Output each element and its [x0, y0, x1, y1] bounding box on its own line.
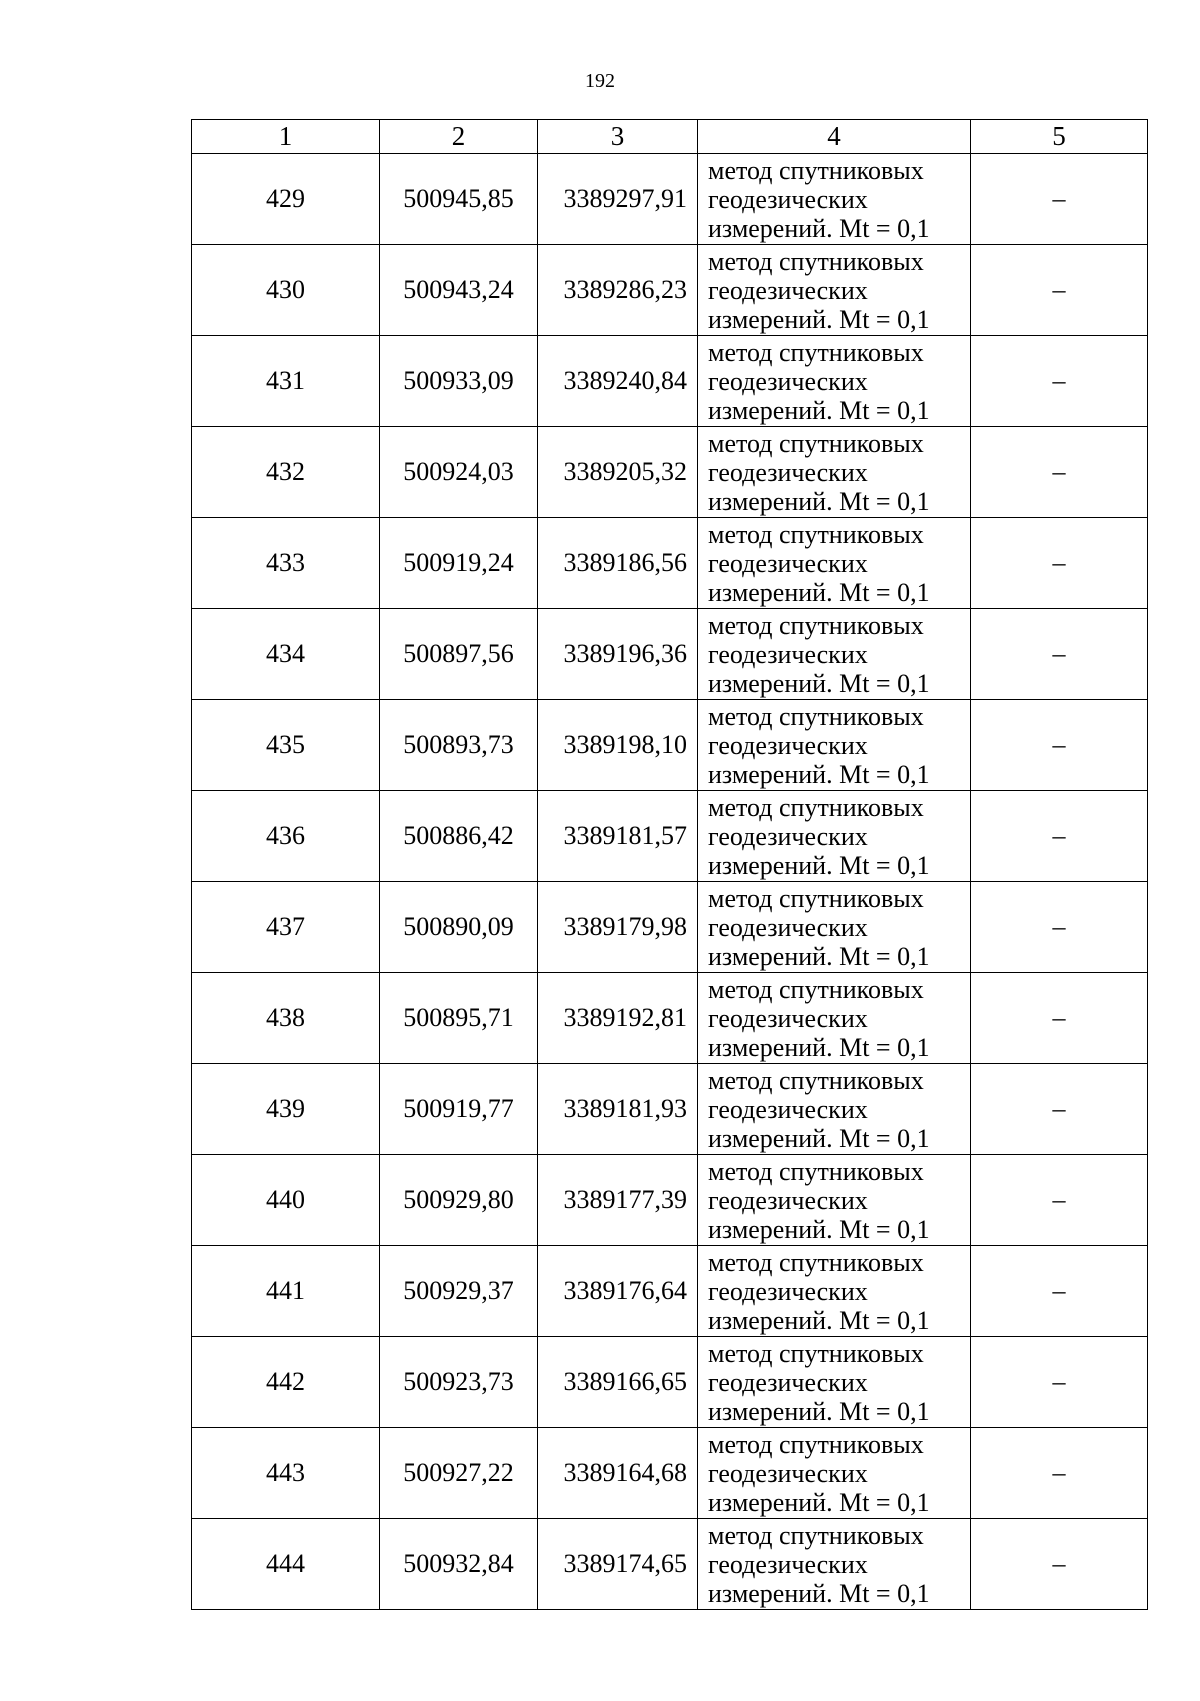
table-row — [192, 609, 1148, 700]
method-cell — [698, 791, 971, 882]
table-row — [192, 1337, 1148, 1428]
method-line: геодезических — [708, 912, 868, 942]
column-header-4: 4 — [698, 120, 971, 154]
method-cell — [698, 427, 971, 518]
method-line: измерений. Mt = 0,1 — [708, 213, 930, 243]
table-row — [192, 791, 1148, 882]
y-coordinate-cell: 3389166,65 — [538, 1337, 698, 1428]
point-number-cell: 432 — [192, 427, 380, 518]
method-line: геодезических — [708, 548, 868, 578]
method-line: метод спутниковых — [708, 883, 924, 913]
point-number-cell: 437 — [192, 882, 380, 973]
note-cell: – — [971, 1064, 1148, 1155]
method-line: геодезических — [708, 366, 868, 396]
x-coordinate-cell: 500886,42 — [380, 791, 538, 882]
point-number-cell: 441 — [192, 1246, 380, 1337]
point-number-cell: 443 — [192, 1428, 380, 1519]
x-coordinate-cell: 500919,77 — [380, 1064, 538, 1155]
y-coordinate-cell: 3389164,68 — [538, 1428, 698, 1519]
note-cell: – — [971, 882, 1148, 973]
method-line: геодезических — [708, 639, 868, 669]
method-cell — [698, 245, 971, 336]
note-cell: – — [971, 1246, 1148, 1337]
x-coordinate-cell: 500933,09 — [380, 336, 538, 427]
method-cell — [698, 1064, 971, 1155]
x-coordinate-cell: 500929,37 — [380, 1246, 538, 1337]
note-cell: – — [971, 1155, 1148, 1246]
method-line: измерений. Mt = 0,1 — [708, 395, 930, 425]
point-number-cell: 430 — [192, 245, 380, 336]
method-cell — [698, 973, 971, 1064]
point-number-cell: 435 — [192, 700, 380, 791]
method-line: геодезических — [708, 821, 868, 851]
x-coordinate-cell: 500923,73 — [380, 1337, 538, 1428]
x-coordinate-cell: 500919,24 — [380, 518, 538, 609]
method-line: метод спутниковых — [708, 974, 924, 1004]
table-row — [192, 154, 1148, 245]
method-cell — [698, 609, 971, 700]
x-coordinate-cell: 500893,73 — [380, 700, 538, 791]
point-number-cell: 433 — [192, 518, 380, 609]
point-number-cell: 439 — [192, 1064, 380, 1155]
y-coordinate-cell: 3389181,57 — [538, 791, 698, 882]
table-header-row — [192, 120, 1148, 154]
note-cell: – — [971, 973, 1148, 1064]
y-coordinate-cell: 3389297,91 — [538, 154, 698, 245]
note-cell: – — [971, 245, 1148, 336]
note-cell: – — [971, 1337, 1148, 1428]
column-header-1: 1 — [192, 120, 380, 154]
point-number-cell: 429 — [192, 154, 380, 245]
method-line: метод спутниковых — [708, 792, 924, 822]
y-coordinate-cell: 3389198,10 — [538, 700, 698, 791]
method-cell — [698, 1337, 971, 1428]
x-coordinate-cell: 500897,56 — [380, 609, 538, 700]
method-line: измерений. Mt = 0,1 — [708, 1487, 930, 1517]
point-number-cell: 440 — [192, 1155, 380, 1246]
method-line: геодезических — [708, 1185, 868, 1215]
x-coordinate-cell: 500932,84 — [380, 1519, 538, 1610]
point-number-cell: 431 — [192, 336, 380, 427]
method-line: измерений. Mt = 0,1 — [708, 486, 930, 516]
method-cell — [698, 1428, 971, 1519]
table-row — [192, 973, 1148, 1064]
method-line: измерений. Mt = 0,1 — [708, 1396, 930, 1426]
method-line: метод спутниковых — [708, 155, 924, 185]
table-row — [192, 336, 1148, 427]
page-number: 192 — [585, 70, 615, 92]
method-cell — [698, 154, 971, 245]
note-cell: – — [971, 518, 1148, 609]
point-number-cell: 438 — [192, 973, 380, 1064]
method-line: измерений. Mt = 0,1 — [708, 1123, 930, 1153]
method-line: метод спутниковых — [708, 519, 924, 549]
note-cell: – — [971, 1519, 1148, 1610]
column-header-3: 3 — [538, 120, 698, 154]
y-coordinate-cell: 3389181,93 — [538, 1064, 698, 1155]
y-coordinate-cell: 3389176,64 — [538, 1246, 698, 1337]
y-coordinate-cell: 3389196,36 — [538, 609, 698, 700]
method-line: измерений. Mt = 0,1 — [708, 941, 930, 971]
method-cell — [698, 1155, 971, 1246]
method-cell — [698, 1519, 971, 1610]
column-header-2: 2 — [380, 120, 538, 154]
method-line: метод спутниковых — [708, 428, 924, 458]
method-line: геодезических — [708, 730, 868, 760]
y-coordinate-cell: 3389240,84 — [538, 336, 698, 427]
method-cell — [698, 882, 971, 973]
point-number-cell: 434 — [192, 609, 380, 700]
method-line: геодезических — [708, 1367, 868, 1397]
y-coordinate-cell: 3389179,98 — [538, 882, 698, 973]
method-line: метод спутниковых — [708, 1156, 924, 1186]
table-row — [192, 245, 1148, 336]
note-cell: – — [971, 336, 1148, 427]
column-header-5: 5 — [971, 120, 1148, 154]
x-coordinate-cell: 500895,71 — [380, 973, 538, 1064]
method-line: метод спутниковых — [708, 1065, 924, 1095]
method-cell — [698, 1246, 971, 1337]
point-number-cell: 444 — [192, 1519, 380, 1610]
method-line: измерений. Mt = 0,1 — [708, 759, 930, 789]
method-line: метод спутниковых — [708, 1520, 924, 1550]
point-number-cell: 442 — [192, 1337, 380, 1428]
x-coordinate-cell: 500943,24 — [380, 245, 538, 336]
table-row — [192, 700, 1148, 791]
method-line: измерений. Mt = 0,1 — [708, 1214, 930, 1244]
method-line: метод спутниковых — [708, 701, 924, 731]
table-row — [192, 1155, 1148, 1246]
method-line: геодезических — [708, 275, 868, 305]
method-line: геодезических — [708, 1549, 868, 1579]
x-coordinate-cell: 500929,80 — [380, 1155, 538, 1246]
method-line: метод спутниковых — [708, 1429, 924, 1459]
x-coordinate-cell: 500924,03 — [380, 427, 538, 518]
table-row — [192, 1428, 1148, 1519]
method-line: геодезических — [708, 184, 868, 214]
y-coordinate-cell: 3389286,23 — [538, 245, 698, 336]
method-line: геодезических — [708, 1094, 868, 1124]
y-coordinate-cell: 3389186,56 — [538, 518, 698, 609]
y-coordinate-cell: 3389192,81 — [538, 973, 698, 1064]
x-coordinate-cell: 500890,09 — [380, 882, 538, 973]
method-line: геодезических — [708, 1458, 868, 1488]
method-line: метод спутниковых — [708, 610, 924, 640]
note-cell: – — [971, 791, 1148, 882]
method-line: измерений. Mt = 0,1 — [708, 668, 930, 698]
method-line: метод спутниковых — [708, 1338, 924, 1368]
method-line: измерений. Mt = 0,1 — [708, 1305, 930, 1335]
method-line: метод спутниковых — [708, 246, 924, 276]
note-cell: – — [971, 154, 1148, 245]
method-line: метод спутниковых — [708, 1247, 924, 1277]
method-line: геодезических — [708, 457, 868, 487]
x-coordinate-cell: 500945,85 — [380, 154, 538, 245]
point-number-cell: 436 — [192, 791, 380, 882]
method-cell — [698, 518, 971, 609]
note-cell: – — [971, 609, 1148, 700]
note-cell: – — [971, 700, 1148, 791]
table-row — [192, 1519, 1148, 1610]
method-line: метод спутниковых — [708, 337, 924, 367]
method-cell — [698, 700, 971, 791]
y-coordinate-cell: 3389177,39 — [538, 1155, 698, 1246]
method-line: геодезических — [708, 1276, 868, 1306]
method-line: измерений. Mt = 0,1 — [708, 304, 930, 334]
y-coordinate-cell: 3389205,32 — [538, 427, 698, 518]
note-cell: – — [971, 1428, 1148, 1519]
table-row — [192, 427, 1148, 518]
y-coordinate-cell: 3389174,65 — [538, 1519, 698, 1610]
table-row — [192, 882, 1148, 973]
method-line: геодезических — [708, 1003, 868, 1033]
table-body — [192, 154, 1148, 1610]
table-row — [192, 518, 1148, 609]
note-cell: – — [971, 427, 1148, 518]
table-row — [192, 1246, 1148, 1337]
method-line: измерений. Mt = 0,1 — [708, 1032, 930, 1062]
method-line: измерений. Mt = 0,1 — [708, 850, 930, 880]
coordinates-table — [191, 119, 1148, 1610]
method-line: измерений. Mt = 0,1 — [708, 1578, 930, 1608]
method-cell — [698, 336, 971, 427]
table-row — [192, 1064, 1148, 1155]
x-coordinate-cell: 500927,22 — [380, 1428, 538, 1519]
method-line: измерений. Mt = 0,1 — [708, 577, 930, 607]
